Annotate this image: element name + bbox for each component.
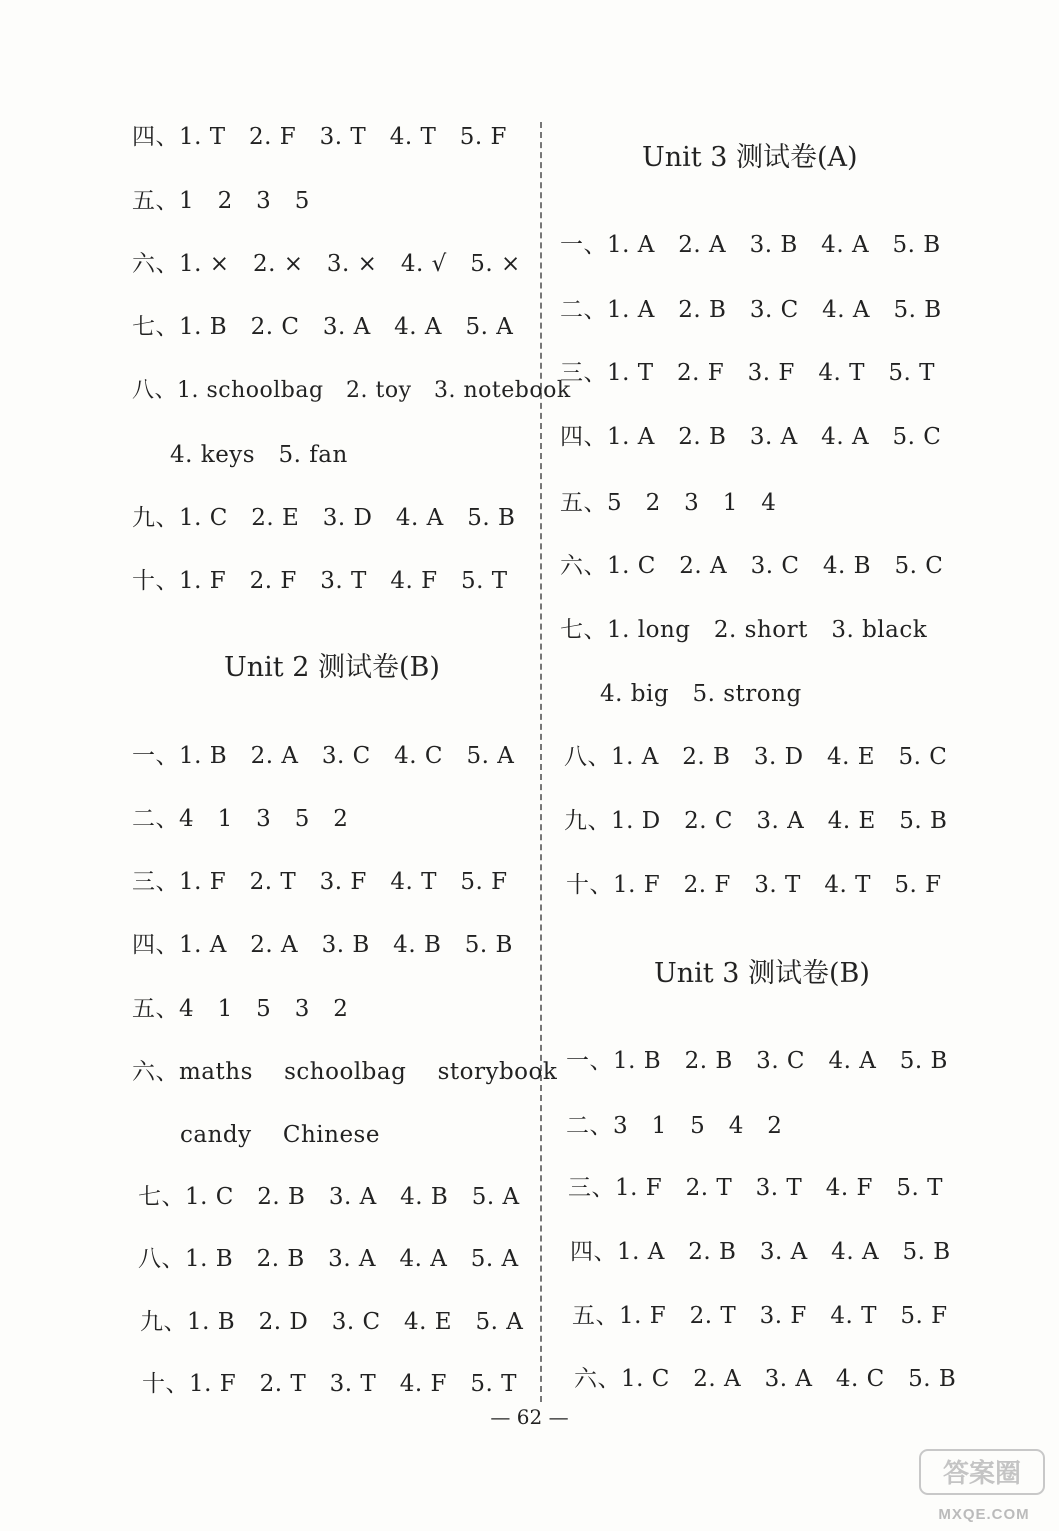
answer-line: 九、1. D 2. C 3. A 4. E 5. B [564, 808, 948, 834]
answer-line: 三、1. F 2. T 3. F 4. T 5. F [132, 869, 508, 895]
answer-line: 二、3 1 5 4 2 [566, 1113, 783, 1139]
answer-line: 一、1. B 2. A 3. C 4. C 5. A [132, 743, 515, 769]
answer-line: 九、1. B 2. D 3. C 4. E 5. A [140, 1309, 524, 1335]
answer-line-continued: 4. big 5. strong [600, 681, 802, 707]
answer-line: 二、1. A 2. B 3. C 4. A 5. B [560, 297, 942, 323]
answer-line: 五、1 2 3 5 [132, 188, 310, 214]
section-heading: Unit 2 测试卷(B) [224, 652, 440, 683]
answer-line: 七、1. C 2. B 3. A 4. B 5. A [138, 1184, 520, 1210]
answer-line: 九、1. C 2. E 3. D 4. A 5. B [132, 505, 516, 531]
answer-line: 四、1. T 2. F 3. T 4. T 5. F [132, 124, 507, 150]
answer-line: 四、1. A 2. B 3. A 4. A 5. B [570, 1239, 951, 1265]
answer-line: 七、1. B 2. C 3. A 4. A 5. A [132, 314, 514, 340]
answer-line: 四、1. A 2. B 3. A 4. A 5. C [560, 424, 942, 450]
answer-line: 四、1. A 2. A 3. B 4. B 5. B [132, 932, 513, 958]
answer-line: 六、1. C 2. A 3. A 4. C 5. B [574, 1366, 957, 1392]
answer-line: 三、1. F 2. T 3. T 4. F 5. T [568, 1175, 943, 1201]
watermark [919, 1449, 1049, 1523]
section-heading: Unit 3 测试卷(B) [654, 958, 870, 989]
svg-text:答案圈: 答案圈 [942, 1459, 1022, 1489]
watermark-url: MXQE.COM [938, 1506, 1030, 1523]
answer-line: 六、1. C 2. A 3. C 4. B 5. C [560, 553, 944, 579]
answer-line: 七、1. long 2. short 3. black [560, 617, 928, 643]
answer-line: 五、4 1 5 3 2 [132, 996, 349, 1022]
answer-line: 八、1. schoolbag 2. toy 3. notebook [132, 378, 571, 403]
column-divider [540, 122, 542, 1402]
answer-line: 六、1. × 2. × 3. × 4. √ 5. × [132, 251, 521, 277]
watermark-logo [919, 1449, 1045, 1495]
answer-line: 三、1. T 2. F 3. F 4. T 5. T [560, 360, 935, 386]
answer-line-continued: 4. keys 5. fan [170, 442, 348, 468]
section-heading: Unit 3 测试卷(A) [642, 142, 858, 173]
answer-line: 十、1. F 2. F 3. T 4. F 5. T [132, 568, 508, 594]
answer-line: 二、4 1 3 5 2 [132, 806, 349, 832]
answer-line: 八、1. A 2. B 3. D 4. E 5. C [564, 744, 948, 770]
answer-line-continued: candy Chinese [180, 1122, 380, 1148]
answer-line: 一、1. B 2. B 3. C 4. A 5. B [566, 1048, 948, 1074]
answer-line: 十、1. F 2. F 3. T 4. T 5. F [566, 872, 942, 898]
answer-line: 六、maths schoolbag storybook [132, 1059, 558, 1085]
answer-line: 八、1. B 2. B 3. A 4. A 5. A [138, 1246, 519, 1272]
page-number: — 62 — [490, 1405, 569, 1429]
answer-line: 五、1. F 2. T 3. F 4. T 5. F [572, 1303, 948, 1329]
answer-line: 一、1. A 2. A 3. B 4. A 5. B [560, 232, 941, 258]
answer-line: 十、1. F 2. T 3. T 4. F 5. T [142, 1371, 517, 1397]
answer-line: 五、5 2 3 1 4 [560, 490, 777, 516]
